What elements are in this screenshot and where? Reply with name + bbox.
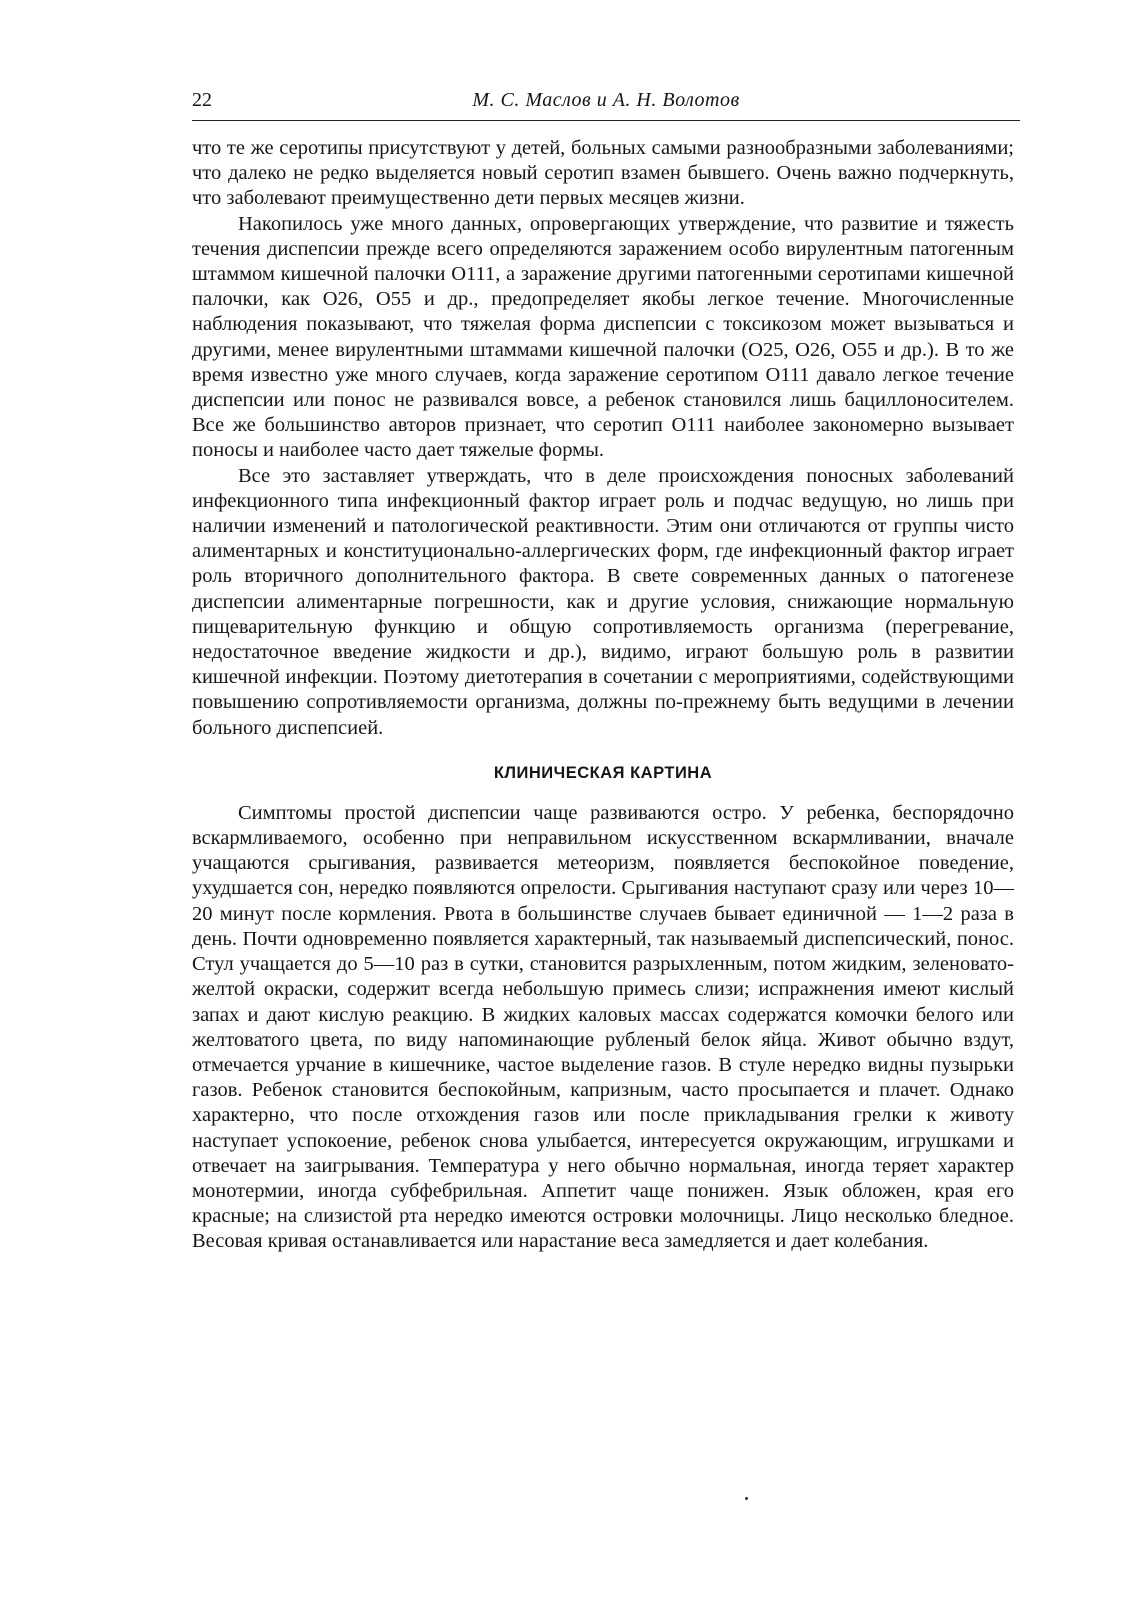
section-title: КЛИНИЧЕСКАЯ КАРТИНА	[493, 763, 713, 782]
paragraph: Все это заставляет утверждать, что в деле происхождения поносных заболеваний инфекционного типа инфекционный фактор играет роль и подчас ведущую, но лишь при наличии изменений и патологической реактивности. Этим они отличаются от группы чисто алиментарных и конституционально-аллергических форм, где инфекционный фактор играет роль вторичного дополнительного фактора. В свете современных данных о патогенезе диспепсии алиментарные погрешности, как и другие условия, снижающие нормальную пищеварительную функцию и общую сопротивляемость организма (перегревание, недостаточное введение жидкости и др.), видимо, играют большую роль в развитии кишечной инфекции. Поэтому диетотерапия в сочетании с мероприятиями, содействующими повышению сопротивляемости организма, должны по-прежнему быть ведущими в лечении больного диспепсией.	[192, 464, 1014, 739]
paragraph: Накопилось уже много данных, опровергающих утверждение, что развитие и тяжесть течения диспепсии прежде всего определяются заражением особо вирулентным патогенным штаммом кишечной палочки О111, а заражение другими патогенными серотипами кишечной палочки, как О26, О55 и др., предопределяет якобы легкое течение. Многочисленные наблюдения показывают, что тяжелая форма диспепсии с токсикозом может вызываться и другими, менее вирулентными штаммами кишечной палочки (О25, О26, О55 и др.). В то же время известно уже много случаев, когда заражение серотипом О111 давало легкое течение диспепсии или понос не развивался вовсе, а ребенок становился лишь бациллоносителем. Все же большинство авторов признает, что серотип О111 наиболее закономерно вызывает поносы и наиболее часто дает тяжелые формы.	[192, 212, 1014, 462]
paragraph-continuation: что те же серотипы присутствуют у детей, больных самыми разнообразными заболеваниями; что далеко не редко выделяется новый серотип взамен бывшего. Очень важно подчеркнуть, что заболевают преимущественно дети первых месяцев жизни.	[192, 137, 1014, 210]
scan-speck	[745, 1497, 748, 1500]
running-head: М. С. Маслов и А. Н. Волотов	[472, 89, 740, 111]
body-text	[192, 136, 1014, 1255]
header-rule	[192, 120, 1020, 121]
page-number: 22	[192, 89, 212, 111]
page-header	[192, 88, 1020, 120]
paragraph: Симптомы простой диспепсии чаще развиваются остро. У ребенка, беспорядочно вскармливаемого, особенно при неправильном искусственном вскармливании, вначале учащаются срыгивания, развивается метеоризм, появляется беспокойное поведение, ухудшается сон, нередко появляются опрелости. Срыгивания наступают сразу или через 10—20 минут после кормления. Рвота в большинстве случаев бывает единичной — 1—2 раза в день. Почти одновременно появляется характерный, так называемый диспепсический, понос. Стул учащается до 5—10 раз в сутки, становится разрыхленным, потом жидким, зеленовато-желтой окраски, содержит всегда небольшую примесь слизи; испражнения имеют кислый запах и дают кислую реакцию. В жидких каловых массах содержатся комочки белого или желтоватого цвета, по виду напоминающие рубленый белок яйца. Живот обычно вздут, отмечается урчание в кишечнике, частое выделение газов. В стуле нередко видны пузырьки газов. Ребенок становится беспокойным, капризным, часто просыпается и плачет. Однако характерно, что после отхождения газов или после прикладывания грелки к животу наступает успокоение, ребенок снова улыбается, интересуется окружающим, игрушками и отвечает на заигрывания. Температура у него обычно нормальная, иногда теряет характер монотермии, иногда субфебрильная. Аппетит чаще понижен. Язык обложен, края его красные; на слизистой рта нередко имеются островки молочницы. Лицо несколько бледное. Весовая кривая останавливается или нарастание веса замедляется и дает колебания.	[192, 801, 1014, 1253]
